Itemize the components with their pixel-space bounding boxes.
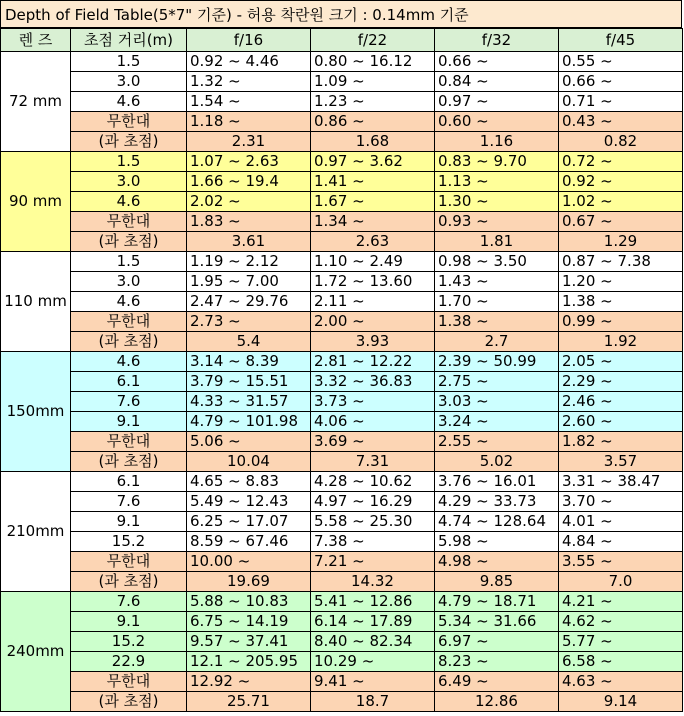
distance-cell: 6.1	[71, 472, 187, 492]
hyperfocal-row	[1, 692, 683, 712]
hyperfocal-value-cell: 7.31	[311, 452, 435, 472]
table-row	[1, 492, 683, 512]
table-row	[1, 532, 683, 552]
dof-value-cell: 0.92 ~ 4.46	[187, 52, 311, 72]
hyperfocal-value-cell: 18.7	[311, 692, 435, 712]
dof-value-cell: 1.38 ~	[559, 292, 683, 312]
hyperfocal-value-cell: 5.02	[435, 452, 559, 472]
dof-value-cell: 10.29 ~	[311, 652, 435, 672]
dof-value-cell: 1.95 ~ 7.00	[187, 272, 311, 292]
infinity-value-cell: 12.92 ~	[187, 672, 311, 692]
dof-value-cell: 2.60 ~	[559, 412, 683, 432]
infinity-value-cell: 3.69 ~	[311, 432, 435, 452]
dof-value-cell: 7.38 ~	[311, 532, 435, 552]
dof-value-cell: 8.59 ~ 67.46	[187, 532, 311, 552]
distance-cell: 3.0	[71, 272, 187, 292]
header-lens: 렌 즈	[1, 29, 71, 52]
infinity-value-cell: 2.73 ~	[187, 312, 311, 332]
hyperfocal-value-cell: 2.63	[311, 232, 435, 252]
dof-value-cell: 0.66 ~	[435, 52, 559, 72]
dof-value-cell: 5.34 ~ 31.66	[435, 612, 559, 632]
distance-cell: 22.9	[71, 652, 187, 672]
header-f22: f/22	[311, 29, 435, 52]
dof-value-cell: 12.1 ~ 205.95	[187, 652, 311, 672]
hyperfocal-value-cell: 2.31	[187, 132, 311, 152]
dof-value-cell: 4.01 ~	[559, 512, 683, 532]
dof-value-cell: 3.70 ~	[559, 492, 683, 512]
hyperfocal-value-cell: 1.92	[559, 332, 683, 352]
infinity-row	[1, 212, 683, 232]
dof-value-cell: 0.98 ~ 3.50	[435, 252, 559, 272]
dof-value-cell: 2.11 ~	[311, 292, 435, 312]
dof-value-cell: 3.14 ~ 8.39	[187, 352, 311, 372]
dof-value-cell: 2.05 ~	[559, 352, 683, 372]
infinity-value-cell: 5.06 ~	[187, 432, 311, 452]
dof-value-cell: 5.41 ~ 12.86	[311, 592, 435, 612]
hyperfocal-row	[1, 132, 683, 152]
table-row	[1, 152, 683, 172]
dof-value-cell: 3.79 ~ 15.51	[187, 372, 311, 392]
table-body	[1, 29, 683, 712]
distance-cell: 7.6	[71, 592, 187, 612]
infinity-value-cell: 1.38 ~	[435, 312, 559, 332]
infinity-value-cell: 0.86 ~	[311, 112, 435, 132]
table-row	[1, 352, 683, 372]
dof-value-cell: 2.47 ~ 29.76	[187, 292, 311, 312]
infinity-value-cell: 0.67 ~	[559, 212, 683, 232]
distance-cell: 4.6	[71, 352, 187, 372]
dof-value-cell: 1.66 ~ 19.4	[187, 172, 311, 192]
distance-cell: 4.6	[71, 292, 187, 312]
dof-value-cell: 3.73 ~	[311, 392, 435, 412]
infinity-value-cell: 9.41 ~	[311, 672, 435, 692]
distance-cell: 7.6	[71, 392, 187, 412]
lens-cell: 90 mm	[1, 152, 71, 252]
lens-cell: 72 mm	[1, 52, 71, 152]
hyperfocal-label: (과 초점)	[71, 572, 187, 592]
hyperfocal-value-cell: 3.93	[311, 332, 435, 352]
distance-cell: 9.1	[71, 412, 187, 432]
dof-value-cell: 0.87 ~ 7.38	[559, 252, 683, 272]
infinity-label: 무한대	[71, 312, 187, 332]
hyperfocal-value-cell: 1.16	[435, 132, 559, 152]
dof-value-cell: 2.46 ~	[559, 392, 683, 412]
hyperfocal-value-cell: 5.4	[187, 332, 311, 352]
table-row	[1, 192, 683, 212]
lens-cell: 150mm	[1, 352, 71, 472]
dof-table	[0, 28, 683, 712]
infinity-row	[1, 552, 683, 572]
dof-value-cell: 2.75 ~	[435, 372, 559, 392]
table-row	[1, 472, 683, 492]
hyperfocal-value-cell: 1.68	[311, 132, 435, 152]
hyperfocal-value-cell: 3.61	[187, 232, 311, 252]
table-title: Depth of Field Table(5*7" 기준) - 허용 착란원 크기 : 0.14mm 기준	[0, 0, 682, 28]
dof-value-cell: 1.20 ~	[559, 272, 683, 292]
distance-cell: 4.6	[71, 92, 187, 112]
hyperfocal-value-cell: 1.81	[435, 232, 559, 252]
hyperfocal-label: (과 초점)	[71, 692, 187, 712]
dof-value-cell: 1.19 ~ 2.12	[187, 252, 311, 272]
infinity-value-cell: 0.99 ~	[559, 312, 683, 332]
dof-value-cell: 0.92 ~	[559, 172, 683, 192]
dof-value-cell: 4.28 ~ 10.62	[311, 472, 435, 492]
header-f32: f/32	[435, 29, 559, 52]
hyperfocal-value-cell: 0.82	[559, 132, 683, 152]
infinity-label: 무한대	[71, 212, 187, 232]
hyperfocal-value-cell: 9.14	[559, 692, 683, 712]
dof-value-cell: 5.88 ~ 10.83	[187, 592, 311, 612]
dof-value-cell: 4.97 ~ 16.29	[311, 492, 435, 512]
distance-cell: 1.5	[71, 52, 187, 72]
table-row	[1, 92, 683, 112]
table-row	[1, 632, 683, 652]
table-row	[1, 272, 683, 292]
dof-value-cell: 3.03 ~	[435, 392, 559, 412]
hyperfocal-value-cell: 3.57	[559, 452, 683, 472]
dof-value-cell: 0.97 ~ 3.62	[311, 152, 435, 172]
table-row	[1, 412, 683, 432]
dof-value-cell: 0.97 ~	[435, 92, 559, 112]
hyperfocal-label: (과 초점)	[71, 232, 187, 252]
infinity-value-cell: 0.60 ~	[435, 112, 559, 132]
dof-value-cell: 3.24 ~	[435, 412, 559, 432]
dof-value-cell: 2.29 ~	[559, 372, 683, 392]
dof-value-cell: 0.80 ~ 16.12	[311, 52, 435, 72]
dof-value-cell: 1.72 ~ 13.60	[311, 272, 435, 292]
dof-value-cell: 1.54 ~	[187, 92, 311, 112]
dof-value-cell: 1.23 ~	[311, 92, 435, 112]
dof-value-cell: 1.09 ~	[311, 72, 435, 92]
dof-value-cell: 0.72 ~	[559, 152, 683, 172]
dof-value-cell: 3.76 ~ 16.01	[435, 472, 559, 492]
infinity-label: 무한대	[71, 112, 187, 132]
infinity-value-cell: 1.83 ~	[187, 212, 311, 232]
hyperfocal-value-cell: 9.85	[435, 572, 559, 592]
table-row	[1, 512, 683, 532]
dof-value-cell: 4.33 ~ 31.57	[187, 392, 311, 412]
hyperfocal-row	[1, 332, 683, 352]
hyperfocal-value-cell: 1.29	[559, 232, 683, 252]
distance-cell: 9.1	[71, 512, 187, 532]
hyperfocal-label: (과 초점)	[71, 132, 187, 152]
infinity-value-cell: 2.55 ~	[435, 432, 559, 452]
dof-value-cell: 0.66 ~	[559, 72, 683, 92]
dof-value-cell: 1.41 ~	[311, 172, 435, 192]
dof-value-cell: 0.55 ~	[559, 52, 683, 72]
infinity-value-cell: 0.43 ~	[559, 112, 683, 132]
dof-value-cell: 0.83 ~ 9.70	[435, 152, 559, 172]
dof-value-cell: 6.14 ~ 17.89	[311, 612, 435, 632]
hyperfocal-value-cell: 2.7	[435, 332, 559, 352]
dof-value-cell: 3.32 ~ 36.83	[311, 372, 435, 392]
table-row	[1, 652, 683, 672]
table-row	[1, 612, 683, 632]
dof-value-cell: 1.07 ~ 2.63	[187, 152, 311, 172]
table-row	[1, 172, 683, 192]
dof-value-cell: 1.70 ~	[435, 292, 559, 312]
lens-cell: 110 mm	[1, 252, 71, 352]
header-distance: 초점 거리(m)	[71, 29, 187, 52]
dof-value-cell: 1.67 ~	[311, 192, 435, 212]
dof-value-cell: 4.65 ~ 8.83	[187, 472, 311, 492]
dof-value-cell: 3.31 ~ 38.47	[559, 472, 683, 492]
dof-value-cell: 2.02 ~	[187, 192, 311, 212]
dof-value-cell: 1.10 ~ 2.49	[311, 252, 435, 272]
infinity-row	[1, 112, 683, 132]
dof-value-cell: 6.75 ~ 14.19	[187, 612, 311, 632]
hyperfocal-label: (과 초점)	[71, 332, 187, 352]
hyperfocal-value-cell: 10.04	[187, 452, 311, 472]
distance-cell: 1.5	[71, 252, 187, 272]
dof-value-cell: 6.58 ~	[559, 652, 683, 672]
hyperfocal-value-cell: 25.71	[187, 692, 311, 712]
dof-value-cell: 1.32 ~	[187, 72, 311, 92]
dof-value-cell: 4.74 ~ 128.64	[435, 512, 559, 532]
lens-cell: 210mm	[1, 472, 71, 592]
hyperfocal-row	[1, 452, 683, 472]
table-row	[1, 392, 683, 412]
dof-value-cell: 4.21 ~	[559, 592, 683, 612]
dof-value-cell: 1.02 ~	[559, 192, 683, 212]
infinity-row	[1, 312, 683, 332]
infinity-row	[1, 672, 683, 692]
lens-cell: 240mm	[1, 592, 71, 712]
distance-cell: 7.6	[71, 492, 187, 512]
hyperfocal-row	[1, 572, 683, 592]
header-row	[1, 29, 683, 52]
infinity-value-cell: 10.00 ~	[187, 552, 311, 572]
dof-value-cell: 6.97 ~	[435, 632, 559, 652]
table-row	[1, 52, 683, 72]
dof-value-cell: 0.71 ~	[559, 92, 683, 112]
distance-cell: 3.0	[71, 172, 187, 192]
hyperfocal-value-cell: 14.32	[311, 572, 435, 592]
hyperfocal-value-cell: 7.0	[559, 572, 683, 592]
infinity-value-cell: 1.82 ~	[559, 432, 683, 452]
dof-value-cell: 2.39 ~ 50.99	[435, 352, 559, 372]
table-row	[1, 252, 683, 272]
distance-cell: 15.2	[71, 632, 187, 652]
infinity-value-cell: 3.55 ~	[559, 552, 683, 572]
dof-value-cell: 9.57 ~ 37.41	[187, 632, 311, 652]
header-f16: f/16	[187, 29, 311, 52]
infinity-value-cell: 1.34 ~	[311, 212, 435, 232]
infinity-label: 무한대	[71, 552, 187, 572]
hyperfocal-label: (과 초점)	[71, 452, 187, 472]
infinity-label: 무한대	[71, 432, 187, 452]
dof-value-cell: 4.29 ~ 33.73	[435, 492, 559, 512]
infinity-value-cell: 4.63 ~	[559, 672, 683, 692]
table-row	[1, 72, 683, 92]
infinity-value-cell: 2.00 ~	[311, 312, 435, 332]
distance-cell: 9.1	[71, 612, 187, 632]
dof-value-cell: 2.81 ~ 12.22	[311, 352, 435, 372]
dof-value-cell: 4.62 ~	[559, 612, 683, 632]
hyperfocal-value-cell: 19.69	[187, 572, 311, 592]
dof-value-cell: 4.06 ~	[311, 412, 435, 432]
table-row	[1, 292, 683, 312]
dof-value-cell: 6.25 ~ 17.07	[187, 512, 311, 532]
dof-value-cell: 5.98 ~	[435, 532, 559, 552]
dof-value-cell: 8.23 ~	[435, 652, 559, 672]
table-row	[1, 372, 683, 392]
distance-cell: 6.1	[71, 372, 187, 392]
dof-value-cell: 0.84 ~	[435, 72, 559, 92]
distance-cell: 3.0	[71, 72, 187, 92]
dof-value-cell: 1.30 ~	[435, 192, 559, 212]
table-row	[1, 592, 683, 612]
dof-value-cell: 1.43 ~	[435, 272, 559, 292]
header-f45: f/45	[559, 29, 683, 52]
dof-value-cell: 5.58 ~ 25.30	[311, 512, 435, 532]
hyperfocal-row	[1, 232, 683, 252]
dof-value-cell: 5.77 ~	[559, 632, 683, 652]
infinity-value-cell: 4.98 ~	[435, 552, 559, 572]
dof-value-cell: 4.79 ~ 101.98	[187, 412, 311, 432]
distance-cell: 15.2	[71, 532, 187, 552]
dof-value-cell: 4.79 ~ 18.71	[435, 592, 559, 612]
infinity-value-cell: 0.93 ~	[435, 212, 559, 232]
hyperfocal-value-cell: 12.86	[435, 692, 559, 712]
infinity-label: 무한대	[71, 672, 187, 692]
infinity-value-cell: 6.49 ~	[435, 672, 559, 692]
distance-cell: 1.5	[71, 152, 187, 172]
dof-value-cell: 4.84 ~	[559, 532, 683, 552]
infinity-row	[1, 432, 683, 452]
dof-value-cell: 8.40 ~ 82.34	[311, 632, 435, 652]
dof-value-cell: 1.13 ~	[435, 172, 559, 192]
infinity-value-cell: 1.18 ~	[187, 112, 311, 132]
infinity-value-cell: 7.21 ~	[311, 552, 435, 572]
distance-cell: 4.6	[71, 192, 187, 212]
dof-value-cell: 5.49 ~ 12.43	[187, 492, 311, 512]
